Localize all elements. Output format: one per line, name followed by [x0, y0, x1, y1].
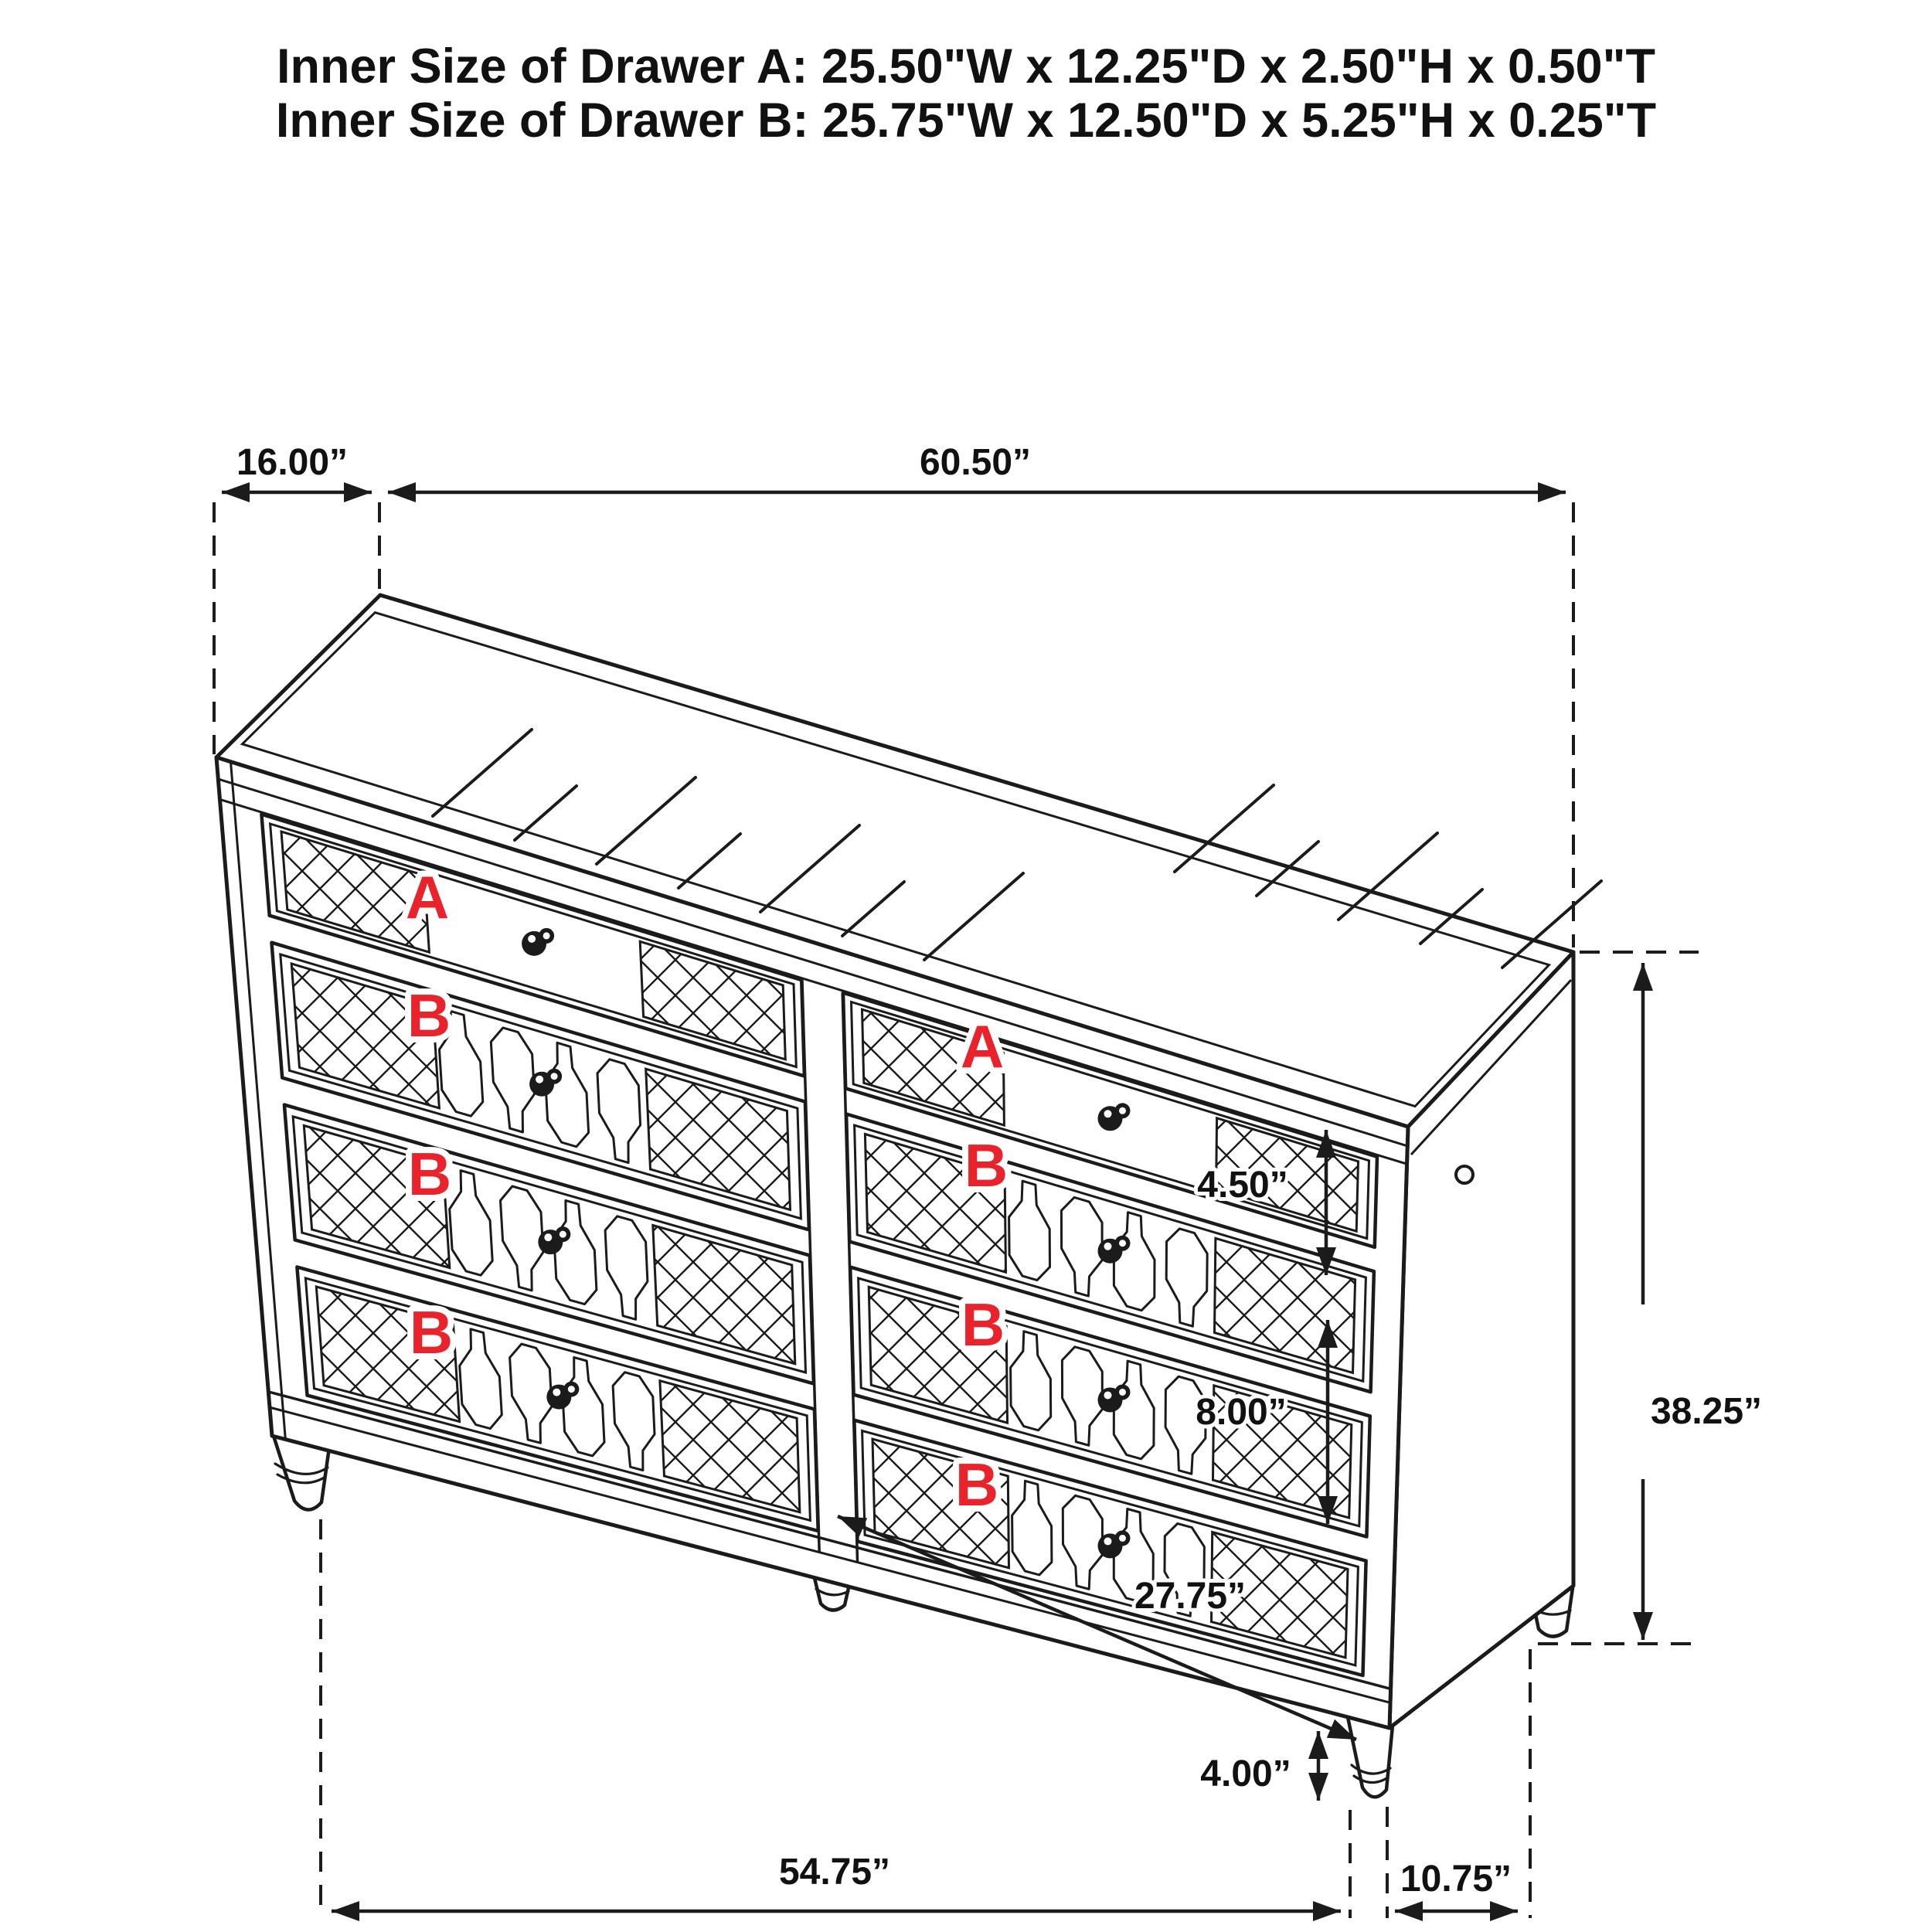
drawer-label-right-2: B [964, 1131, 1009, 1199]
dim-label-overall-height: 38.25” [1650, 1391, 1763, 1432]
dim-label-top-depth: 16.00” [236, 442, 349, 483]
drawer-label-right-4: B [954, 1451, 999, 1519]
drawer-label-right-3: B [961, 1291, 1005, 1359]
dim-label-front-legs-span: 54.75” [778, 1852, 891, 1893]
dim-label-leg-height: 4.00” [1200, 1753, 1291, 1794]
title-line-2: Inner Size of Drawer B: 25.75"W x 12.50"D x 5.25"H x 0.25"T [275, 94, 1657, 148]
drawer-label-right-1: A [960, 1012, 1005, 1080]
dim-label-drawer-b-height: 8.00” [1196, 1392, 1287, 1433]
title-line-1: Inner Size of Drawer A: 25.50"W x 12.25"D x 2.50"H x 0.50"T [277, 39, 1655, 94]
dim-label-bottom-drawer-width: 27.75” [1134, 1576, 1247, 1617]
dim-label-top-width: 60.50” [919, 442, 1032, 483]
drawer-label-left-2: B [406, 981, 451, 1049]
drawer-label-left-1: A [405, 863, 450, 931]
drawer-label-left-3: B [407, 1140, 452, 1208]
drawer-label-left-4: B [409, 1298, 454, 1366]
dim-label-drawer-a-height: 4.50” [1197, 1165, 1288, 1206]
side-panel-hole [1456, 1166, 1473, 1183]
dim-label-side-legs-span: 10.75” [1400, 1859, 1512, 1900]
